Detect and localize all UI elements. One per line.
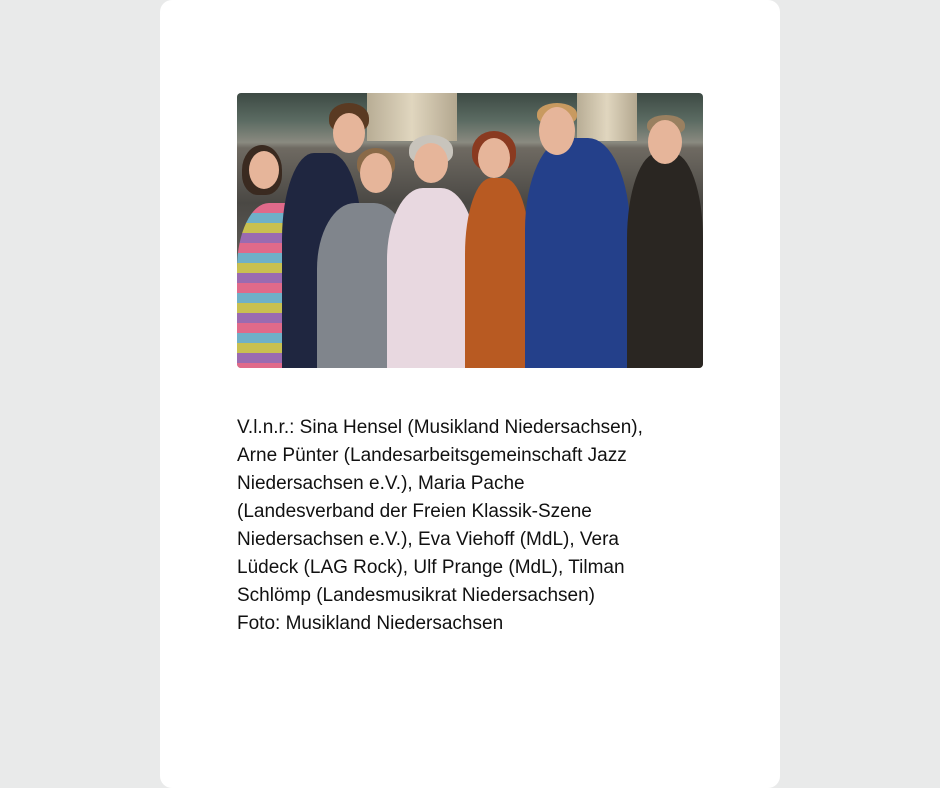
caption-line: Lüdeck (LAG Rock), Ulf Prange (MdL), Tilman <box>237 557 625 578</box>
group-photo <box>237 93 703 368</box>
caption-line: (Landesverband der Freien Klassik-Szene <box>237 501 592 522</box>
photo-caption <box>237 414 717 638</box>
caption-line: Niedersachsen e.V.), Maria Pache <box>237 473 525 494</box>
caption-line: Niedersachsen e.V.), Eva Viehoff (MdL), Vera <box>237 529 619 550</box>
caption-line: Arne Pünter (Landesarbeitsgemeinschaft Jazz <box>237 445 627 466</box>
caption-line: V.l.n.r.: Sina Hensel (Musikland Niedersachsen), <box>237 417 643 438</box>
photo-credit: Foto: Musikland Niedersachsen <box>237 613 504 634</box>
caption-line: Schlömp (Landesmusikrat Niedersachsen) <box>237 585 595 606</box>
